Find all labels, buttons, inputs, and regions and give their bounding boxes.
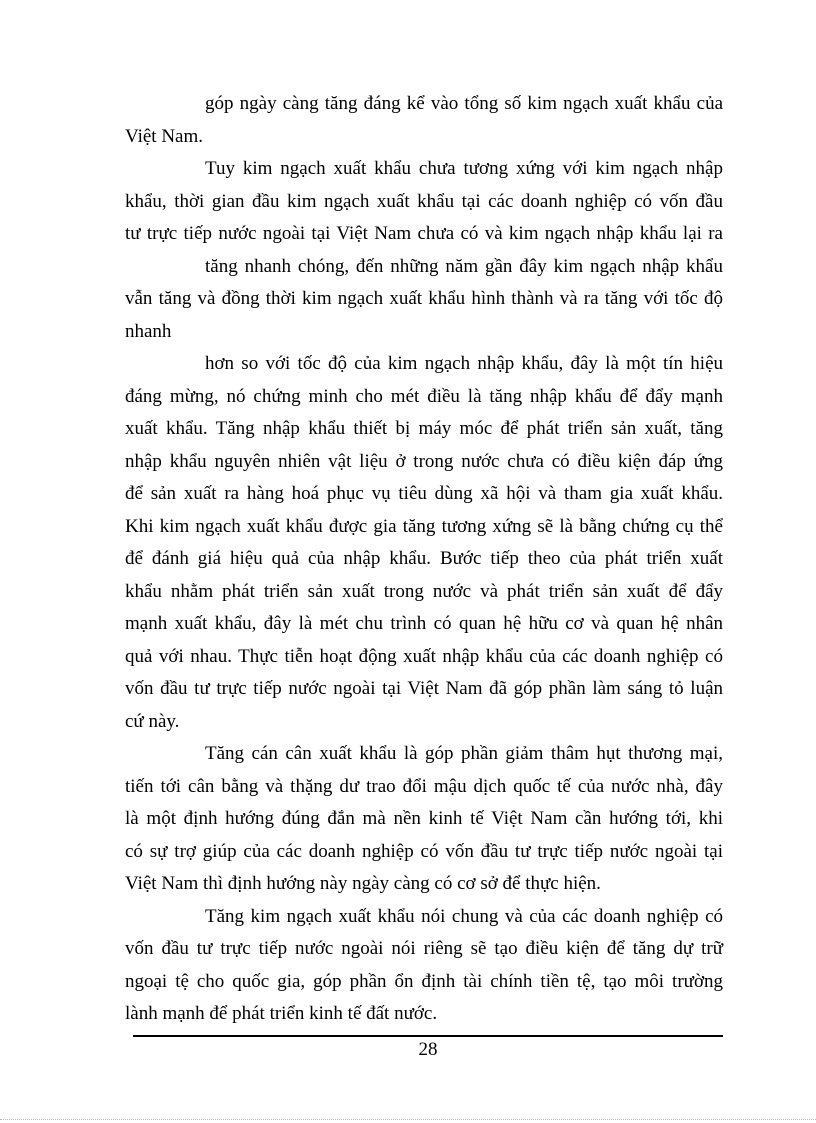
text-line: hơn so với tốc độ của kim ngạch nhập khẩu, đây là một tín hiệu <box>205 353 723 374</box>
page-break-indicator <box>0 1119 816 1120</box>
text-line: góp ngày càng tăng đáng kể vào tổng số kim ngạch xuất khẩu của <box>205 93 723 114</box>
text-line: Tăng cán cân xuất khẩu là góp phần giảm thâm hụt thương mại, <box>205 743 723 764</box>
text-line: lành mạnh để phát triển kinh tế đất nước. <box>125 1003 438 1024</box>
text-line: Việt Nam. <box>125 125 204 147</box>
text-line: cứ này. <box>125 710 180 732</box>
text-line: có sự trợ giúp của các doanh nghiệp có vốn đầu tư trực tiếp nước ngoài tại <box>125 840 723 862</box>
text-line: để đánh giá hiệu quả của nhập khẩu. Bước tiếp theo của phát triển xuất <box>125 548 723 569</box>
text-line: Việt Nam thì định hướng này ngày càng có cơ sở để thực hiện. <box>125 873 601 894</box>
text-line: mạnh xuất khẩu, đây là mét chu trình có quan hệ hữu cơ và quan hệ nhân <box>125 613 723 634</box>
document-body <box>125 88 723 1031</box>
text-line: vốn đầu tư trực tiếp nước ngoài tại Việt Nam đã góp phần làm sáng tỏ luận <box>125 678 723 699</box>
text-line: nhập khẩu nguyên nhiên vật liệu ở trong nước chưa có điều kiện đáp ứng <box>125 450 723 472</box>
text-line: tư trực tiếp nước ngoài tại Việt Nam chưa có và kim ngạch nhập khẩu lại ra <box>125 223 723 244</box>
text-line: là một định hướng đúng đắn mà nền kinh tế Việt Nam cần hướng tới, khi <box>125 808 723 829</box>
text-line: khẩu, thời gian đầu kim ngạch xuất khẩu tại các doanh nghiệp có vốn đầu <box>125 190 723 212</box>
text-line: tiến tới cân bằng và thặng dư trao đổi mậu dịch quốc tế của nước nhà, đây <box>125 775 723 797</box>
text-line: Tuy kim ngạch xuất khẩu chưa tương xứng với kim ngạch nhập <box>205 158 723 179</box>
text-line: Tăng kim ngạch xuất khẩu nói chung và của các doanh nghiệp có <box>205 905 723 927</box>
text-line: quả với nhau. Thực tiễn hoạt động xuất nhập khẩu của các doanh nghiệp có <box>125 645 723 667</box>
page-number: 28 <box>418 1039 438 1060</box>
text-line: tăng nhanh chóng, đến những năm gần đây kim ngạch nhập khẩu <box>205 255 723 277</box>
text-line: nhanh <box>125 320 172 342</box>
text-line: ngoại tệ cho quốc gia, góp phần ổn định tài chính tiền tệ, tạo môi trường <box>125 970 723 992</box>
page-footer <box>133 1035 723 1062</box>
text-line: Khi kim ngạch xuất khẩu được gia tăng tương xứng sẽ là bằng chứng cụ thể <box>125 515 723 537</box>
footer-rule <box>133 1035 723 1037</box>
text-line: để sản xuất ra hàng hoá phục vụ tiêu dùng xã hội và tham gia xuất khẩu. <box>125 483 723 504</box>
text-line: vốn đầu tư trực tiếp nước ngoài nói riêng sẽ tạo điều kiện để tăng dự trữ <box>125 938 723 959</box>
text-line: khẩu nhằm phát triển sản xuất trong nước và phát triển sản xuất để đẩy <box>125 580 723 602</box>
text-line: xuất khẩu. Tăng nhập khẩu thiết bị máy móc để phát triển sản xuất, tăng <box>125 418 723 439</box>
text-line: vẫn tăng và đồng thời kim ngạch xuất khẩu hình thành và ra tăng với tốc độ <box>125 288 723 309</box>
text-line: đáng mừng, nó chứng minh cho mét điều là tăng nhập khẩu để đẩy mạnh <box>125 385 723 407</box>
